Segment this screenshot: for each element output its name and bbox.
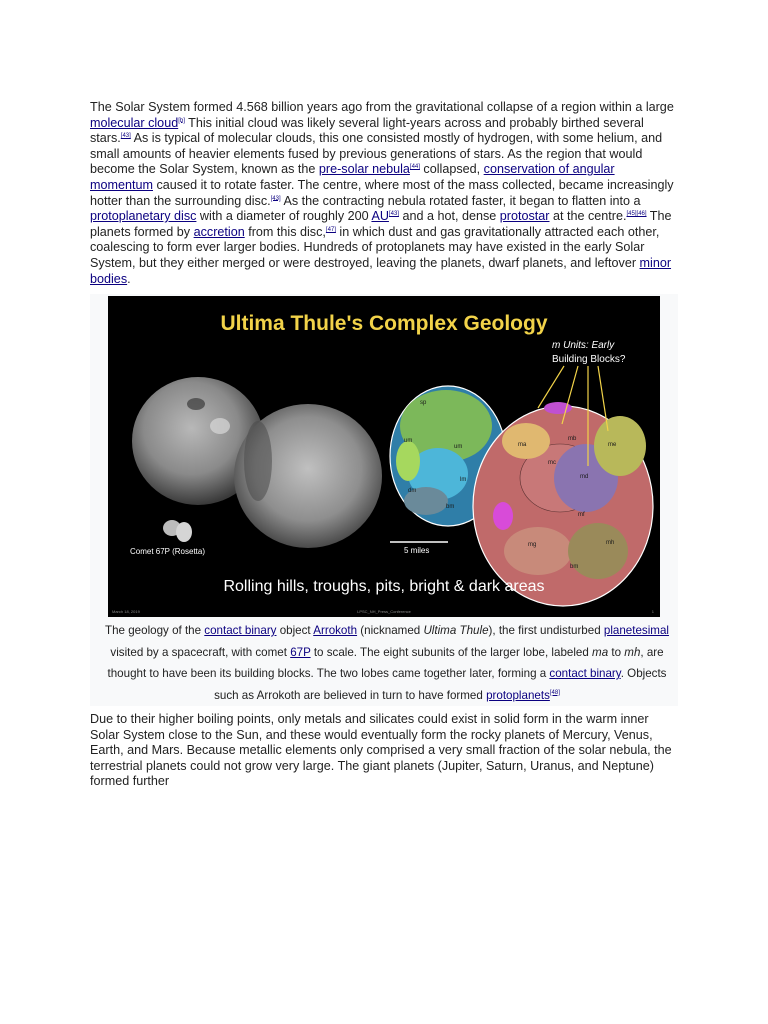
paragraph-text: at the centre. [549, 209, 627, 224]
link-protoplanets[interactable]: protoplanets [486, 688, 550, 702]
caption-text: visited by a spacecraft, with comet [110, 645, 291, 659]
paragraph-text: and a hot, dense [398, 209, 500, 224]
link-arrokoth[interactable]: Arrokoth [313, 624, 358, 637]
caption-italic: ma [592, 645, 609, 659]
footnote-ref[interactable]: [43] [388, 210, 399, 217]
svg-text:mf: mf [578, 512, 585, 518]
link-contact-binary-2[interactable]: contact binary [549, 667, 621, 680]
figure-footer-source: LPSC_NH_Press_Conference [357, 609, 411, 614]
link-protostar[interactable]: protostar [499, 209, 550, 224]
footnote-ref[interactable]: [43] [270, 195, 281, 202]
link-minor-bodies[interactable]: minor bodies [90, 255, 672, 286]
footnote-ref[interactable]: [48] [549, 689, 560, 696]
link-protoplanetary-disc[interactable]: protoplanetary disc [90, 209, 197, 224]
footnote-ref[interactable]: [43] [120, 133, 131, 139]
svg-text:mb: mb [568, 436, 577, 442]
svg-text:md: md [580, 474, 589, 480]
paragraph-text: caused it to rotate faster. The centre, where most of the mass collected, became increasingly hotter than the surrounding disc. [90, 177, 674, 208]
link-planetesimal[interactable]: planetesimal [603, 624, 669, 637]
link-67p[interactable]: 67P [290, 645, 311, 659]
svg-text:ma: ma [518, 442, 527, 448]
figure-footer-date: March 18, 2019 [112, 609, 140, 614]
svg-text:bm: bm [446, 504, 455, 510]
link-accretion[interactable]: accretion [193, 224, 245, 239]
comet-label: Comet 67P (Rosetta) [130, 547, 205, 556]
svg-text:mh: mh [606, 540, 615, 546]
paragraph-solar-system-formation [90, 100, 678, 287]
footnote-ref[interactable]: [44] [409, 164, 420, 171]
paragraph-text: with a diameter of roughly 200 [196, 209, 372, 224]
paragraph-text: This initial cloud was likely several light-years across and probably birthed several stars. [90, 115, 644, 146]
svg-text:mg: mg [528, 542, 537, 548]
geology-illustration [108, 296, 660, 617]
svg-text:um: um [404, 438, 413, 444]
caption-text: The geology of the [105, 624, 205, 637]
svg-text:bm: bm [570, 564, 579, 570]
svg-text:dm: dm [408, 488, 417, 494]
svg-text:sp: sp [420, 400, 427, 406]
paragraph-text: collapsed, [419, 162, 484, 177]
caption-text: to scale. The eight subunits of the larger lobe, labeled [310, 645, 593, 659]
svg-text:me: me [608, 442, 617, 448]
paragraph-text: in which dust and gas gravitationally attracted each other, coalescing to form ever larger bodies. Hundreds of protoplanets may have existed in the early Solar System, but they either merged or were destroyed, leaving the planets, dwarf planets, and leftover [90, 224, 660, 270]
link-molecular-cloud[interactable]: molecular cloud [90, 115, 179, 130]
paragraph-text: As the contracting nebula rotated faster, it began to flatten into a [280, 193, 641, 208]
caption-text: ), the first undisturbed [488, 624, 604, 637]
caption-text: (nicknamed [357, 624, 424, 637]
caption-text: . Objects such as Arrokoth are believed in turn to have formed [214, 667, 667, 702]
callout-line-2: Building Blocks? [552, 354, 626, 365]
caption-text: object [276, 624, 314, 637]
figure-caption [96, 620, 678, 706]
paragraph-text: As is typical of molecular clouds, this one consisted mostly of hydrogen, with some helium, and small amounts of heavier elements fused by previous generations of stars. As the region that would become the Solar System, known as the [90, 131, 663, 177]
caption-text: , are thought to have been its building blocks. The two lobes came together later, forming a [107, 645, 664, 680]
figure-subtitle: Rolling hills, troughs, pits, bright & dark areas [223, 578, 545, 595]
link-contact-binary[interactable]: contact binary [204, 624, 277, 637]
svg-text:mc: mc [548, 460, 556, 466]
figure-image-ultima-thule-geology[interactable] [108, 296, 660, 617]
link-conservation-of-angular-momentum[interactable]: conservation of angular momentum [90, 162, 615, 192]
footnote-ref[interactable]: [45][46] [626, 210, 647, 217]
scale-label: 5 miles [404, 546, 430, 555]
paragraph-text: The Solar System formed 4.568 billion years ago from the gravitational collapse of a region within a large [90, 100, 674, 114]
paragraph-text: The planets formed by [90, 209, 672, 239]
paragraph-inner-solar-system: Due to their higher boiling points, only metals and silicates could exist in solid form in the warm inner Solar System close to the Sun, and these would eventually form the rocky planets of Mercury, Venus, Earth, and Mars. Because metallic elements only comprised a very small fraction of the solar nebula, the terrestrial planets could not grow very large. The giant planets (Jupiter, Saturn, Uranus, and Neptune) formed further [90, 712, 672, 789]
caption-italic: mh [624, 645, 641, 659]
footnote-ref[interactable]: [47] [325, 226, 336, 233]
caption-italic: Ultima Thule [423, 624, 489, 637]
link-pre-solar-nebula[interactable]: pre-solar nebula [318, 162, 410, 177]
svg-text:lm: lm [460, 477, 467, 483]
link-au[interactable]: AU [371, 209, 389, 224]
svg-text:um: um [454, 444, 463, 450]
figure-title: Ultima Thule's Complex Geology [220, 312, 548, 335]
callout-line-1: m Units: Early [552, 340, 615, 351]
footnote-ref[interactable]: [b] [178, 117, 185, 124]
figure-footer-page: 1 [651, 609, 654, 614]
paragraph-text: . [127, 271, 131, 286]
paragraph-text: from this disc, [244, 224, 326, 239]
caption-text: to [608, 645, 625, 659]
